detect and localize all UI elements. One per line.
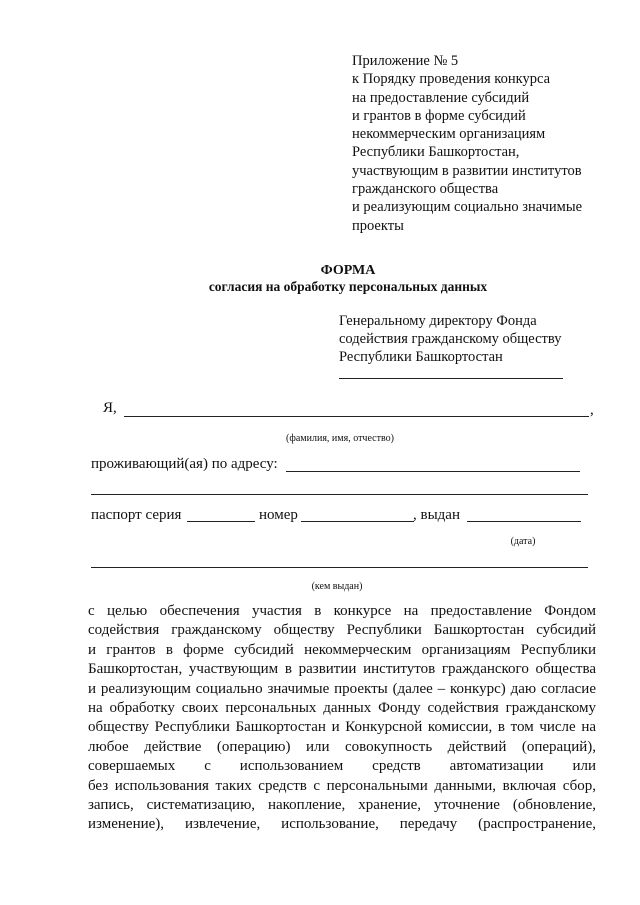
recipient-line: Республики Башкортостан	[339, 349, 503, 365]
body-line: Башкортостан, участвующим в развитии институтов гражданского общества	[88, 661, 596, 678]
issue-date-field[interactable]	[467, 521, 581, 522]
appendix-line: Приложение № 5	[352, 53, 459, 69]
body-line: с целью обеспечения участия в конкурсе на предоставление Фондом	[88, 603, 596, 619]
recipient-line: Генеральному директору Фонда	[339, 313, 537, 329]
body-line: изменение), извлечение, использование, передачу (распространение,	[88, 816, 596, 833]
body-line: без использования таких средств с персональными данными, включая сбор,	[88, 777, 596, 794]
appendix-line: и реализующим социально значимые	[352, 199, 583, 216]
appendix-line: и грантов в форме субсидий	[352, 107, 526, 124]
recipient-line: содействия гражданскому обществу	[339, 331, 562, 347]
body-line: запись, систематизацию, накопление, хранение, уточнение (обновление,	[88, 796, 596, 813]
appendix-line: Республики Башкортостан,	[352, 144, 520, 161]
appendix-line: участвующим в развитии институтов	[352, 162, 582, 179]
appendix-header	[352, 52, 622, 235]
name-suffix: ,	[590, 402, 594, 418]
body-line: на обработку своих персональных данных Фонду содействия гражданскому	[88, 699, 596, 716]
recipient-signature-line[interactable]	[339, 378, 563, 379]
issued-label: , выдан	[413, 507, 460, 523]
passport-series-field[interactable]	[187, 521, 255, 522]
appendix-line: гражданского общества	[352, 181, 499, 198]
issued-by-caption: (кем выдан)	[311, 581, 363, 592]
issued-by-field-line[interactable]	[91, 567, 588, 568]
address-field-line[interactable]	[286, 471, 580, 472]
body-line: и реализующим социально значимые проекты (далее – конкурс) даю согласие	[88, 680, 596, 697]
body-line: обществу Республики Башкортостан и Конкурсной комиссии, в том числе на	[88, 719, 596, 736]
appendix-line: некоммерческим организациям	[352, 126, 546, 143]
passport-series-label: паспорт серия	[91, 507, 182, 523]
appendix-line: проекты	[352, 217, 404, 234]
name-field-line[interactable]	[124, 416, 589, 417]
body-line: и грантов в форме субсидий некоммерческим организациям Республики	[88, 641, 596, 658]
form-title: ФОРМА	[320, 263, 376, 278]
address-field-line-2[interactable]	[91, 494, 588, 495]
address-label: проживающий(ая) по адресу:	[91, 456, 278, 472]
consent-body-text	[88, 602, 596, 835]
name-caption: (фамилия, имя, отчество)	[286, 433, 394, 444]
date-caption: (дата)	[510, 536, 536, 547]
passport-number-field[interactable]	[301, 521, 414, 522]
body-line: содействия гражданскому обществу Республики Башкортостан субсидий	[88, 622, 596, 639]
appendix-line: на предоставление субсидий	[352, 89, 530, 106]
name-prefix: Я,	[103, 400, 117, 416]
appendix-line: к Порядку проведения конкурса	[352, 71, 551, 88]
body-line: совершаемых с использованием средств автоматизации или	[88, 758, 596, 775]
passport-number-label: номер	[259, 507, 298, 523]
recipient-block	[339, 312, 619, 366]
body-line: любое действие (операцию) или совокупность действий (операций),	[88, 738, 596, 755]
form-subtitle: согласия на обработку персональных данных	[208, 279, 488, 294]
